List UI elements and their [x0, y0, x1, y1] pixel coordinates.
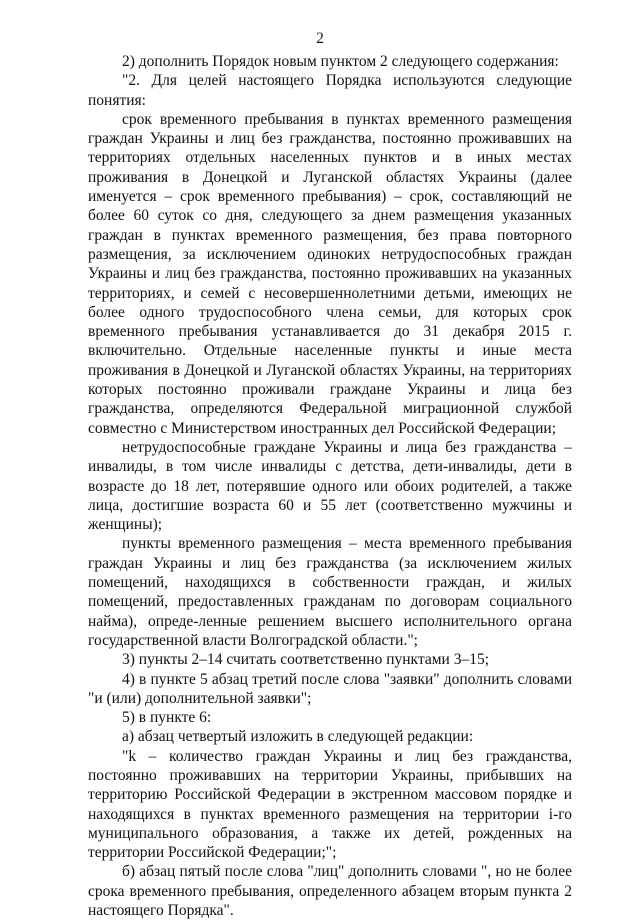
page-number: 2 — [316, 30, 324, 47]
document-body — [88, 52, 572, 920]
paragraph: 5) в пункте 6: — [122, 709, 212, 727]
paragraph: пункты временного размещения – места временного пребывания граждан Украины и лиц без гражданства (за исключением жилых помещений, находящихся в собственности граждан, и жилых помещений, предоставленных гражданам по договорам социального найма), опреде-ленные решением высшего исполнительного органа государственной власти Волгоградской области."; — [88, 535, 572, 649]
paragraph: срок временного пребывания в пунктах временного размещения граждан Украины и лиц без гражданства, постоянно проживавших на территориях отдельных населенных пунктов и в иных местах проживания в Донецкой и Луганской областях Украины (далее именуется – срок временного пребывания) – срок, составляющий не более 60 суток со дня, следующего за днем размещения указанных граждан в пунктах временного размещения, без права повторного размещения, за исключением одиноких нетрудоспособных граждан Украины и лиц без гражданства, постоянно проживавших на указанных территориях, и семей с несовершеннолетними детьми, имеющих не более одного трудоспособного члена семьи, для которых срок временного пребывания устанавливается до 31 декабря 2015 г. включительно. Отдельные населенные пункты и иные места проживания в Донецкой и Луганской областях Украины, на территориях которых постоянно проживали граждане Украины и лица без гражданства, определяются Федеральной миграционной службой совместно с Министерством иностранных дел Российской Федерации; — [88, 110, 572, 437]
paragraph: б) абзац пятый после слова "лиц" дополнить словами ", но не более срока временного пребывания, определенного абзацем вторым пункта 2 настоящего Порядка". — [88, 863, 572, 920]
paragraph: "k – количество граждан Украины и лиц без гражданства, постоянно проживавших на территории Украины, прибывших на территорию Российской Федерации в экстренном массовом порядке и находящихся в пунктах временного размещения на территории i-го муниципального образования, а также их детей, рожденных на территории Российской Федерации;"; — [88, 747, 572, 862]
paragraph: 2) дополнить Порядок новым пунктом 2 следующего содержания: — [122, 53, 559, 70]
paragraph: 4) в пункте 5 абзац третий после слова "заявки" дополнить словами "и (или) дополнительной заявки"; — [88, 670, 572, 707]
paragraph: "2. Для целей настоящего Порядка используются следующие понятия: — [88, 72, 572, 109]
paragraph: 3) пункты 2–14 считать соответственно пунктами 3–15; — [122, 651, 489, 669]
paragraph: нетрудоспособные граждане Украины и лица без гражданства – инвалиды, в том числе инвалиды с детства, дети-инвалиды, дети в возрасте до 18 лет, потерявшие одного или обоих родителей, а также лица, достигшие возраста 60 и 55 лет (соответственно мужчины и женщины); — [88, 438, 572, 534]
paragraph: а) абзац четвертый изложить в следующей редакции: — [122, 728, 474, 746]
